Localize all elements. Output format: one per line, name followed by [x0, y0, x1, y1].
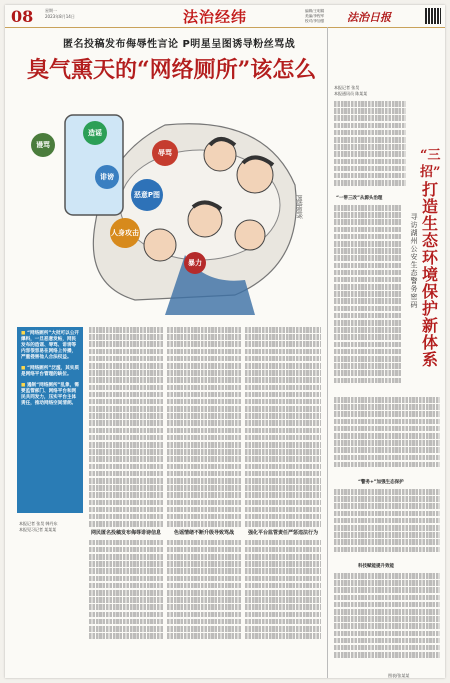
article-subhead: 匿名投稿发布侮辱性言论 P明星呈图诱导粉丝骂战 [63, 39, 296, 50]
label-bubble: 谩骂 [36, 141, 50, 149]
article-headline: 臭气熏天的“网络厕所”该怎么 [27, 57, 317, 83]
article-column [245, 327, 321, 672]
section-heading: 网民匿名投稿发布侮辱诽谤信息 [90, 529, 161, 536]
article-column [89, 327, 163, 672]
article-column [334, 205, 402, 395]
label-bubble: 辱骂 [158, 149, 172, 157]
issue-date [45, 8, 75, 20]
page-number: 08 [11, 7, 34, 26]
reporter-credits [19, 521, 58, 533]
article-column [334, 573, 440, 669]
side-article [327, 27, 446, 678]
reporter-line: 本报见习记者 某某某 [19, 527, 57, 532]
newspaper-logo: 法治日报 [347, 11, 391, 24]
newspaper-page [5, 5, 445, 678]
side-article-subtitle: 寻访湖州公安生态警务密码 [410, 213, 418, 309]
weekday: 星期一 [45, 8, 57, 13]
side-section-heading: “警务+”加强生态保护 [358, 480, 404, 485]
article-column [334, 397, 440, 477]
editor-line: 编辑/王明娟 [305, 9, 325, 13]
side-article-title [420, 147, 440, 368]
article-column [167, 327, 241, 672]
masthead [5, 5, 445, 28]
editor-line: 校对/李加强 [305, 19, 325, 23]
toilet-label: 网络厕所 [295, 195, 302, 220]
title-main: 打造生态环境保护新体系 [421, 180, 438, 369]
reporter-line: 本报记者 张昊 韩丹东 [19, 521, 58, 526]
cartoon-illustration [15, 85, 319, 329]
summary-paragraph: ■ “网络厕所”泛滥，其实质是网络平台管理的缺位。 [21, 366, 79, 377]
blue-summary-box [17, 327, 83, 513]
side-section-heading: 科技赋能提升效能 [358, 564, 394, 569]
label-bubble: 暴力 [188, 259, 202, 267]
credit-line: 本报记者 张昊 [334, 85, 360, 90]
article-column [334, 489, 440, 559]
label-bubble: 诽谤 [100, 173, 114, 181]
article-column [334, 101, 406, 193]
side-article-byline: 图表/张某某 [388, 673, 410, 678]
credit-line: 本报通讯员 陈某某 [334, 91, 368, 96]
title-hook: “三招” [420, 148, 441, 180]
date: 2023年8月14日 [45, 14, 75, 19]
section-heading: 色谣情绪不断升级导致骂战 [173, 529, 234, 536]
editor-line: 美编/李程军 [305, 14, 325, 18]
side-section-heading: “一带三改”从源头治理 [336, 196, 383, 201]
main-article [5, 27, 325, 678]
section-heading: 强化平台监管责任严惩违法行为 [247, 529, 318, 536]
editor-credits [305, 9, 324, 24]
label-bubble: 恶意P图 [133, 191, 161, 199]
summary-paragraph: ■ 遏制“网络厕所”乱象，需要监管部门、网络平台和网民共同发力，压实平台主体责任，推动网络空间清朗。 [21, 383, 79, 406]
section-title: 法治经纬 [183, 8, 248, 26]
label-bubble: 造谣 [88, 129, 102, 137]
qr-code-icon [425, 8, 441, 24]
side-article-credits [334, 85, 367, 97]
label-bubble: 人身攻击 [111, 229, 139, 237]
summary-paragraph: ■ “网络厕所”大批可以公开爆料，一旦恶意发帖，网民发布的造谣、辱骂、诽谤等内容很容易在网络上传播，严重侵害他人合法权益。 [21, 331, 79, 360]
